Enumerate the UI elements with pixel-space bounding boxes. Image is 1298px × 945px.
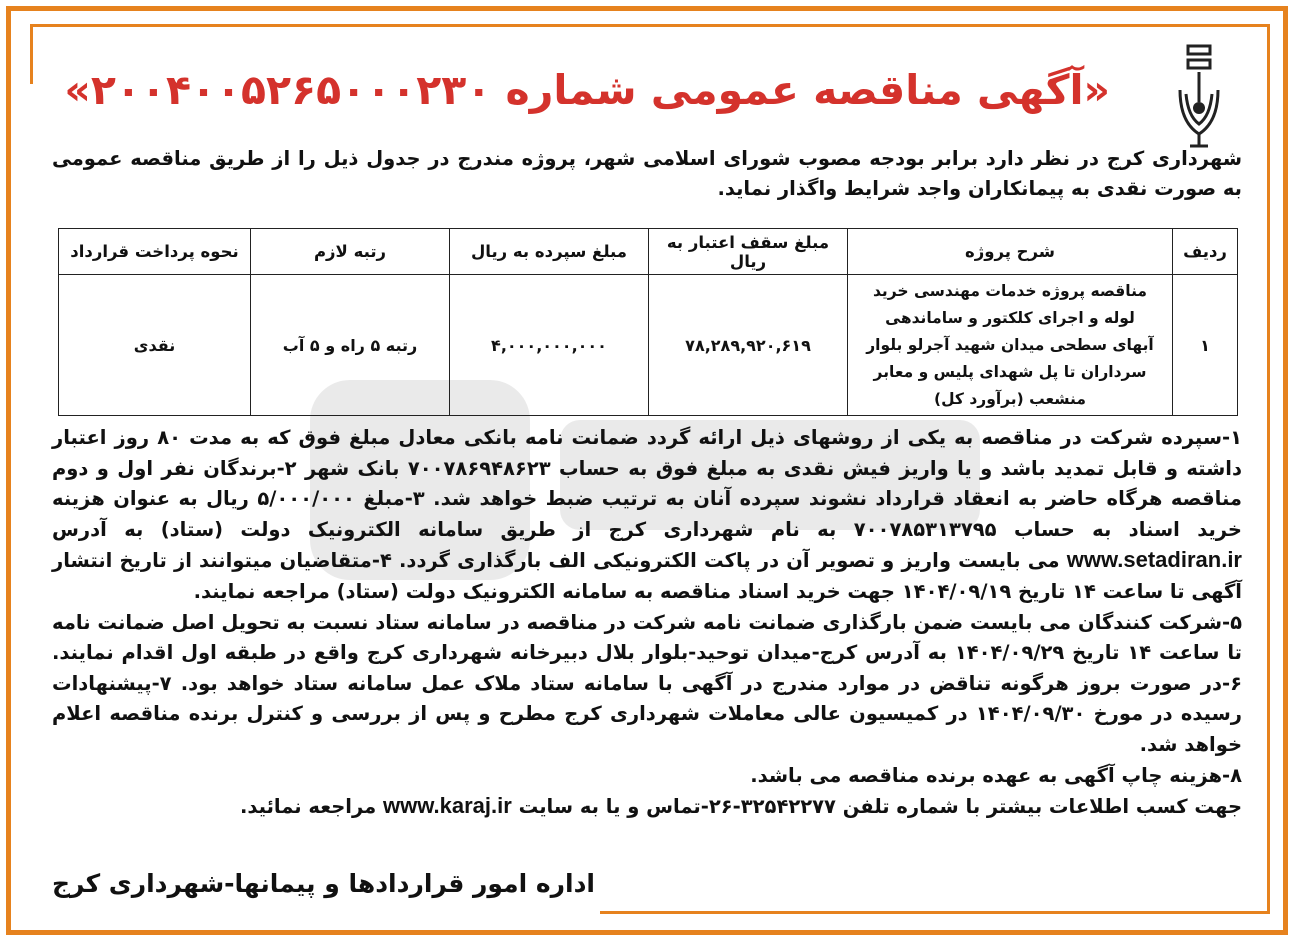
terms-paragraph-1: [52, 423, 1242, 608]
cell-payment-method: نقدی: [59, 275, 251, 416]
terms-paragraph-2: ۵-شرکت کنندگان می بایست ضمن بارگذاری ضمانت نامه شرکت در مناقصه در سامانه ستاد نسبت به تحویل اصل ضمانت نامه تا ساعت ۱۴ تاریخ ۱۴۰۴/۰۹/۲۹ به آدرس کرج-میدان توحید-بلوار بلال دبیرخانه شهرداری کرج واقع در طبقه اول اقدام نمایند. ۶-در صورت بروز هرگونه تناقض در موارد مندرج در آگهی با سامانه ستاد ملاک عمل سامانه ستاد خواهد بود. ۷-پیشنهادات رسیده در مورخ ۱۴۰۴/۰۹/۳۰ در کمیسیون عالی معاملات شهرداری کرج مطرح و پس از بررسی و کنترل برنده مناقصه اعلام خواهد شد.: [52, 610, 1242, 756]
header-row-number: ردیف: [1173, 229, 1238, 275]
karaj-municipality-logo-icon: [1172, 42, 1228, 150]
cell-required-grade: رتبه ۵ راه و ۵ آب: [251, 275, 450, 416]
contact-prefix: جهت کسب اطلاعات بیشتر با شماره تلفن ۳۲۵۴۲۲۷۷-۲۶-تماس و یا به سایت: [518, 795, 1242, 819]
intro-paragraph: شهرداری کرج در نظر دارد برابر بودجه مصوب شورای اسلامی شهر، پروژه مندرج در جدول ذیل را از طریق مناقصه عمومی به صورت نقدی به پیمانکاران واجد شرایط واگذار نماید.: [52, 147, 1242, 200]
header-required-grade: رتبه لازم: [251, 229, 450, 275]
setad-website-link[interactable]: www.setadiran.ir: [1066, 547, 1242, 573]
cell-row-number: ۱: [1173, 275, 1238, 416]
terms-1-part-b: می بایست واریز و تصویر آن در پاکت الکترونیکی الف بارگذاری گردد. ۴-متقاضیان میتوانند از تاریخ انتشار آگهی تا ساعت ۱۴ تاریخ ۱۴۰۴/۰۹/۱۹ جهت خرید اسناد مناقصه به سامانه الکترونیک دولت (ستاد) مراجعه نمایند.: [52, 549, 1242, 603]
table-header-row: [59, 229, 1238, 275]
inner-border-left: [30, 24, 33, 84]
tender-table: [58, 228, 1238, 416]
cell-description: مناقصه پروژه خدمات مهندسی خرید لوله و اجرای کلکتور و ساماندهی آبهای سطحی میدان شهید آجرلو بلوار سرداران تا پل شهدای پلیس و معابر منشعب (برآورد کل): [848, 275, 1173, 416]
cell-deposit: ۴,۰۰۰,۰۰۰,۰۰۰: [450, 275, 649, 416]
header-description: شرح پروژه: [848, 229, 1173, 275]
cell-credit-ceiling: ۷۸,۲۸۹,۹۲۰,۶۱۹: [649, 275, 848, 416]
terms-paragraph-3: ۸-هزینه چاپ آگهی به عهده برنده مناقصه می باشد.: [750, 763, 1242, 787]
header-deposit: مبلغ سپرده به ریال: [450, 229, 649, 275]
footer-signature: اداره امور قراردادها و پیمانها-شهرداری کرج: [52, 869, 595, 898]
contact-line: [52, 791, 1242, 823]
page-title: «آگهی مناقصه عمومی شماره ۲۰۰۴۰۰۵۲۶۵۰۰۰۲۳۰»: [64, 66, 1110, 114]
inner-border-bottom: [600, 911, 1270, 914]
karaj-website-link[interactable]: www.karaj.ir: [382, 793, 512, 819]
terms-body: [52, 423, 1242, 823]
table-row: [59, 275, 1238, 416]
header-credit-ceiling: مبلغ سقف اعتبار به ریال: [649, 229, 848, 275]
header-payment-method: نحوه پرداخت قرارداد: [59, 229, 251, 275]
terms-1-part-a: ۱-سپرده شرکت در مناقصه به یکی از روشهای ذیل ارائه گردد ضمانت نامه بانکی معادل مبلغ فوق که به مدت ۸۰ روز اعتبار داشته و قابل تمدید باشد و یا واریز فیش نقدی به مبلغ فوق به حساب ۷۰۰۷۸۶۹۴۸۶۲۳ بانک شهر ۲-برندگان نفر اول و دوم مناقصه هرگاه حاضر به انعقاد قرارداد نشوند سپرده آنان به ترتیب ضبط خواهد شد. ۳-مبلغ ۵/۰۰۰/۰۰۰ ریال به عنوان هزینه خرید اسناد به حساب ۷۰۰۷۸۵۳۱۳۷۹۵ به نام شهرداری کرج از طریق سامانه الکترونیک دولت (ستاد) به آدرس: [52, 426, 1243, 541]
contact-suffix: مراجعه نمائید.: [239, 795, 377, 819]
